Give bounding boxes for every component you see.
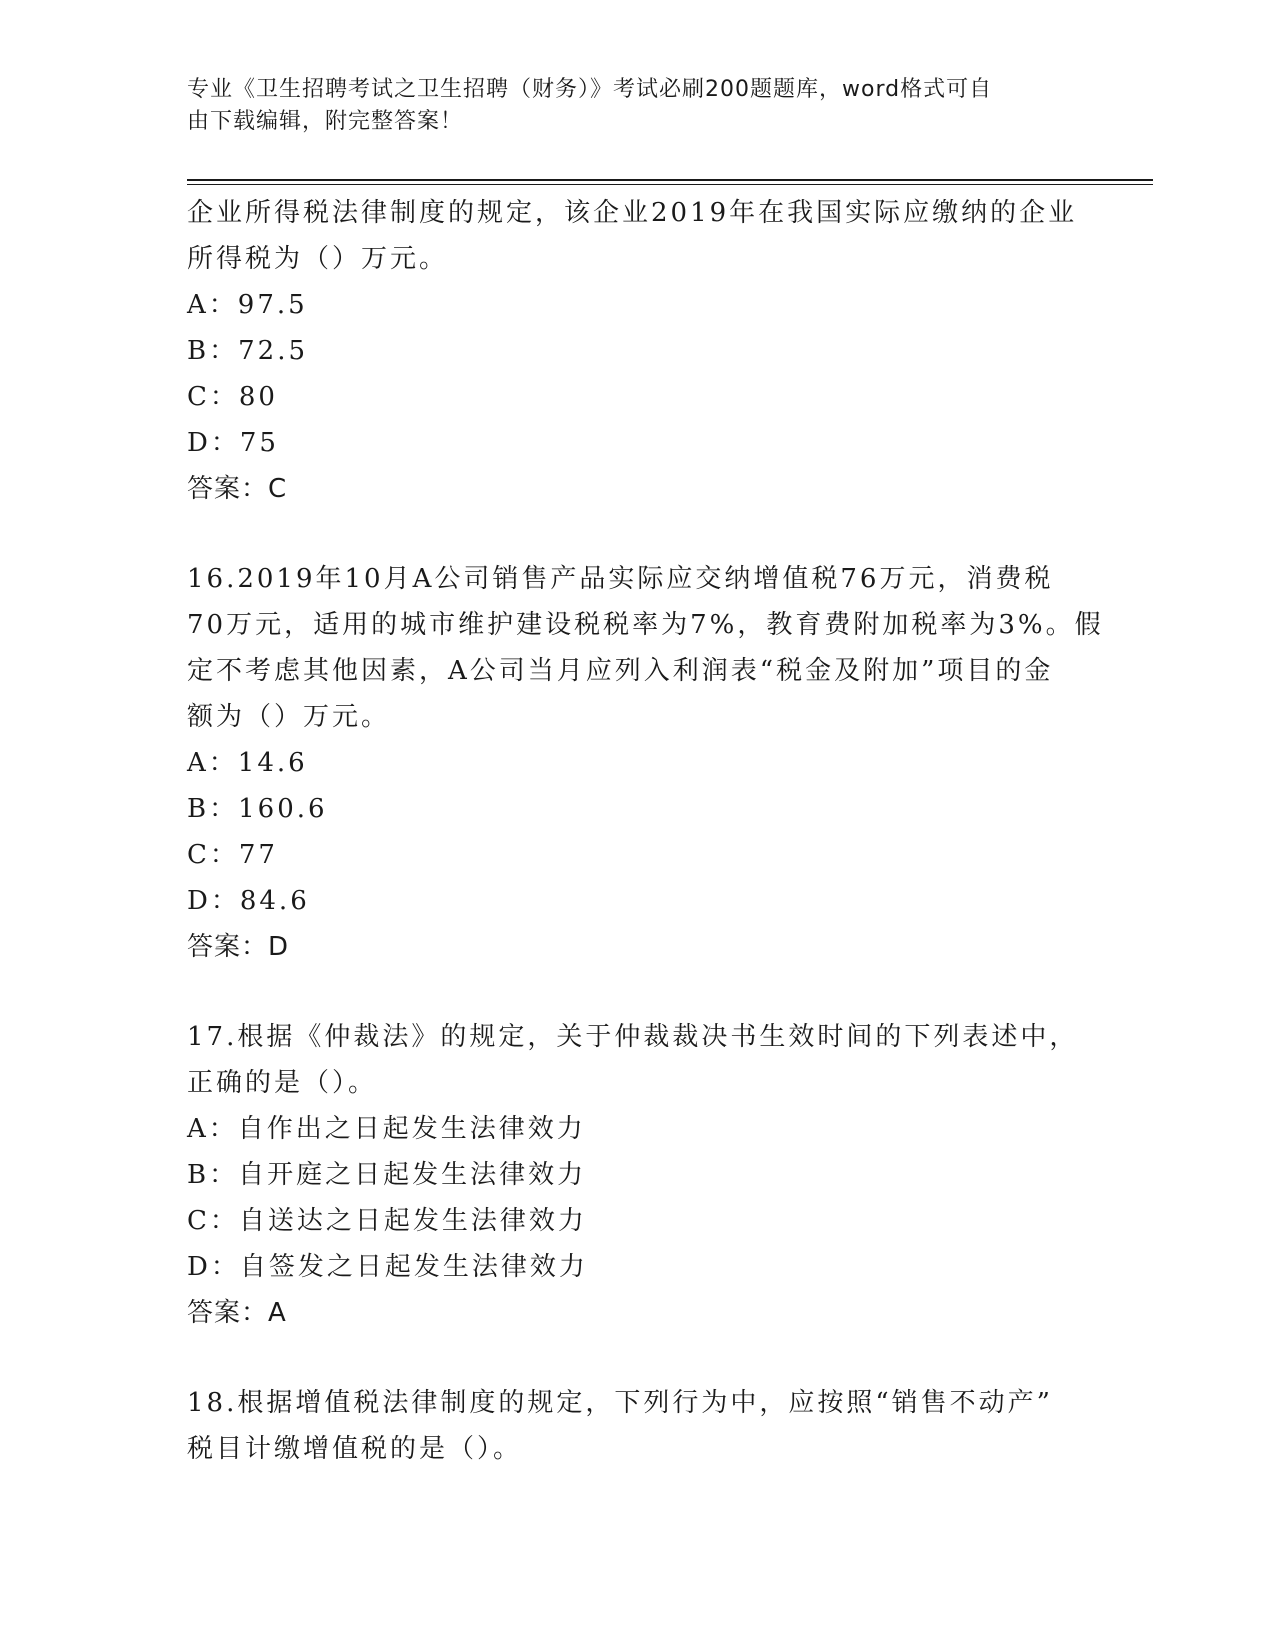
question-stem-line: 17.根据《仲裁法》的规定，关于仲裁裁决书生效时间的下列表述中， (187, 1022, 1079, 1052)
option-c: C：77 (187, 840, 278, 870)
question-stem-line: 所得税为（）万元。 (187, 244, 449, 274)
header-title-line-1: 专业《卫生招聘考试之卫生招聘（财务）》考试必刷200题题库，word格式可自 (187, 77, 993, 102)
option-b: B：72.5 (187, 336, 308, 366)
option-c: C：自送达之日起发生法律效力 (187, 1206, 587, 1236)
question-stem-line: 70万元，适用的城市维护建设税税率为7%，教育费附加税率为3%。假 (187, 610, 1104, 640)
question-stem-line: 定不考虑其他因素，A公司当月应列入利润表“税金及附加”项目的金 (187, 656, 1054, 686)
question-stem-line: 16.2019年10月A公司销售产品实际应交纳增值税76万元，消费税 (187, 564, 1054, 594)
header-title-line-2: 由下载编辑，附完整答案！ (187, 109, 464, 134)
option-b: B：自开庭之日起发生法律效力 (187, 1160, 587, 1190)
option-d: D：自签发之日起发生法律效力 (187, 1252, 588, 1282)
document-header (187, 74, 1067, 138)
question-16 (187, 556, 1104, 970)
option-a: A：97.5 (187, 290, 308, 320)
question-15 (187, 190, 1087, 512)
option-c: C：80 (187, 382, 278, 412)
header-divider-thick (187, 179, 1153, 181)
question-17 (187, 1014, 1087, 1336)
question-stem-line: 额为（）万元。 (187, 702, 391, 732)
question-spacer (187, 1336, 1087, 1380)
question-spacer (187, 512, 1087, 556)
answer-line: 答案：A (187, 1298, 287, 1328)
question-stem-line: 正确的是（）。 (187, 1068, 378, 1098)
question-spacer (187, 970, 1087, 1014)
question-stem-line: 税目计缴增值税的是（）。 (187, 1434, 523, 1464)
question-stem-line: 企业所得税法律制度的规定，该企业2019年在我国实际应缴纳的企业 (187, 198, 1078, 228)
answer-line: 答案：C (187, 474, 288, 504)
answer-line: 答案：D (187, 932, 290, 962)
option-b: B：160.6 (187, 794, 328, 824)
header-divider-thin (187, 184, 1153, 185)
option-d: D：84.6 (187, 886, 310, 916)
option-a: A：自作出之日起发生法律效力 (187, 1114, 586, 1144)
option-d: D：75 (187, 428, 279, 458)
option-a: A：14.6 (187, 748, 308, 778)
question-stem-line: 18.根据增值税法律制度的规定，下列行为中，应按照“销售不动产” (187, 1388, 1053, 1418)
question-18 (187, 1380, 1087, 1472)
question-list (187, 190, 1104, 1472)
